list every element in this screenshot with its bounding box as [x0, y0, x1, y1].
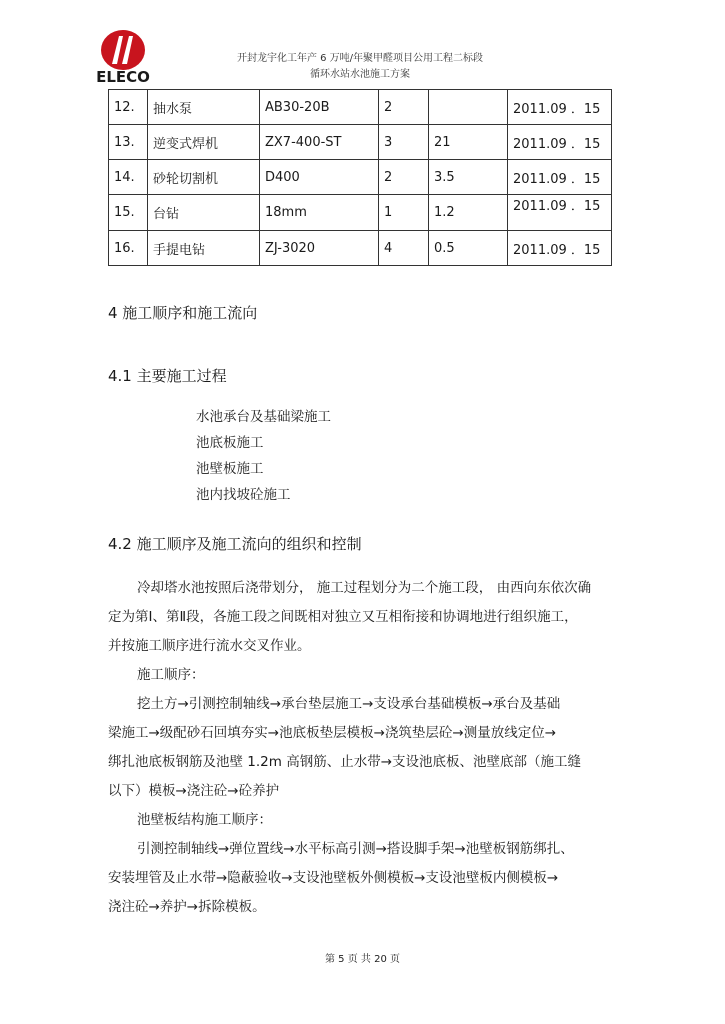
wall-order-line: 引测控制轴线→弹位置线→水平标高引测→搭设脚手架→池壁板钢筋绑扎、 [137, 841, 574, 857]
quantity-cell [379, 231, 429, 266]
power-cell-text: 21 [434, 134, 451, 150]
row-number-cell-text: 12. [114, 99, 135, 115]
power-cell-text: 0.5 [434, 240, 455, 256]
model-cell [260, 231, 379, 266]
date-cell-text: 2011.09 ．15 [513, 136, 601, 152]
row-number-cell [109, 160, 148, 195]
equipment-name-cell-text: 抽水泵 [153, 101, 193, 117]
wall-order-line: 安装埋管及止水带→隐蔽验收→支设池壁板外侧模板→支设池壁板内侧模板→ [108, 870, 559, 886]
model-cell [260, 125, 379, 160]
date-cell-text: 2011.09 ．15 [513, 199, 601, 214]
quantity-cell-text: 1 [384, 205, 393, 220]
power-cell [429, 90, 508, 125]
quantity-cell-text: 3 [384, 134, 393, 150]
date-cell-text: 2011.09 ．15 [513, 101, 601, 117]
row-number-cell [109, 125, 148, 160]
equipment-name-cell-text: 台钻 [153, 207, 180, 222]
document-header [180, 51, 540, 83]
order-line: 绑扎池底板钢筋及池壁 1.2m 高钢筋、止水带→支设池底板、池壁底部（施工缝 [108, 754, 582, 770]
equipment-name-cell [148, 231, 260, 266]
order-line: 以下）模板→浇注砼→砼养护 [108, 783, 280, 799]
table-row [109, 195, 612, 231]
table-row [109, 231, 612, 266]
paragraph-line: 并按施工顺序进行流水交叉作业。 [108, 638, 311, 654]
equipment-name-cell [148, 125, 260, 160]
table-row [109, 90, 612, 125]
page-number-footer: 第 5 页 共 20 页 [325, 954, 400, 965]
order-line: 挖土方→引测控制轴线→承台垫层施工→支设承台基础模板→承台及基础 [137, 696, 561, 712]
date-cell-text: 2011.09 ．15 [513, 242, 601, 258]
quantity-cell [379, 125, 429, 160]
order-line: 梁施工→级配砂石回填夯实→池底板垫层模板→浇筑垫层砼→测量放线定位→ [108, 725, 557, 741]
list-item: 池底板施工 [196, 435, 264, 451]
row-number-cell-text: 13. [114, 134, 135, 150]
equipment-name-cell-text: 逆变式焊机 [153, 136, 219, 152]
equipment-name-cell-text: 手提电钻 [153, 242, 206, 258]
table-row [109, 160, 612, 195]
power-cell-text: 1.2 [434, 205, 455, 220]
equipment-table [108, 89, 612, 266]
list-item: 池内找坡砼施工 [196, 487, 291, 503]
section-4-heading: 4 施工顺序和施工流向 [108, 304, 258, 322]
row-number-cell-text: 15. [114, 205, 135, 220]
equipment-name-cell-text: 砂轮切割机 [153, 171, 219, 187]
row-number-cell [109, 195, 148, 231]
paragraph-line: 冷却塔水池按照后浇带划分， 施工过程划分为二个施工段， 由西向东依次确 [137, 580, 592, 596]
row-number-cell [109, 231, 148, 266]
power-cell-text: 3.5 [434, 169, 455, 185]
list-item: 水池承台及基础梁施工 [196, 409, 331, 425]
model-cell [260, 90, 379, 125]
quantity-cell-text: 2 [384, 169, 393, 185]
power-cell [429, 195, 508, 231]
model-cell-text: D400 [265, 169, 300, 185]
equipment-name-cell [148, 195, 260, 231]
header-project-line: 开封龙宇化工年产 6 万吨/年聚甲醛项目公用工程二标段 [236, 53, 484, 64]
quantity-cell [379, 90, 429, 125]
row-number-cell-text: 16. [114, 240, 135, 256]
power-cell [429, 125, 508, 160]
quantity-cell-text: 2 [384, 99, 393, 115]
date-cell-text: 2011.09 ．15 [513, 171, 601, 187]
quantity-cell [379, 160, 429, 195]
svg-text:ELECO: ELECO [96, 68, 150, 86]
date-cell [508, 195, 612, 231]
quantity-cell [379, 195, 429, 231]
date-cell [508, 231, 612, 266]
model-cell-text: ZJ-3020 [265, 240, 316, 256]
list-item: 池壁板施工 [196, 461, 264, 477]
date-cell [508, 160, 612, 195]
section-4-1-heading: 4.1 主要施工过程 [108, 367, 227, 385]
equipment-name-cell [148, 90, 260, 125]
table-row [109, 125, 612, 160]
equipment-name-cell [148, 160, 260, 195]
row-number-cell-text: 14. [114, 169, 135, 185]
date-cell [508, 90, 612, 125]
wall-order-line: 浇注砼→养护→拆除模板。 [108, 899, 266, 915]
model-cell [260, 160, 379, 195]
wall-order-label: 池壁板结构施工顺序： [137, 812, 272, 828]
row-number-cell [109, 90, 148, 125]
construction-order-label: 施工顺序： [137, 667, 205, 683]
quantity-cell-text: 4 [384, 240, 393, 256]
header-doc-title: 循环水站水池施工方案 [310, 69, 410, 80]
model-cell [260, 195, 379, 231]
paragraph-line: 定为第Ⅰ、第Ⅱ段，各施工段之间既相对独立又互相衔接和协调地进行组织施工， [108, 609, 578, 625]
model-cell-text: 18mm [265, 205, 307, 220]
power-cell [429, 160, 508, 195]
power-cell [429, 231, 508, 266]
model-cell-text: ZX7-400-ST [265, 134, 342, 150]
section-4-2-body [108, 574, 608, 922]
model-cell-text: AB30-20B [265, 99, 330, 115]
main-process-list [196, 404, 331, 508]
section-4-2-heading: 4.2 施工顺序及施工流向的组织和控制 [108, 535, 362, 553]
eleco-logo [88, 26, 158, 86]
date-cell [508, 125, 612, 160]
